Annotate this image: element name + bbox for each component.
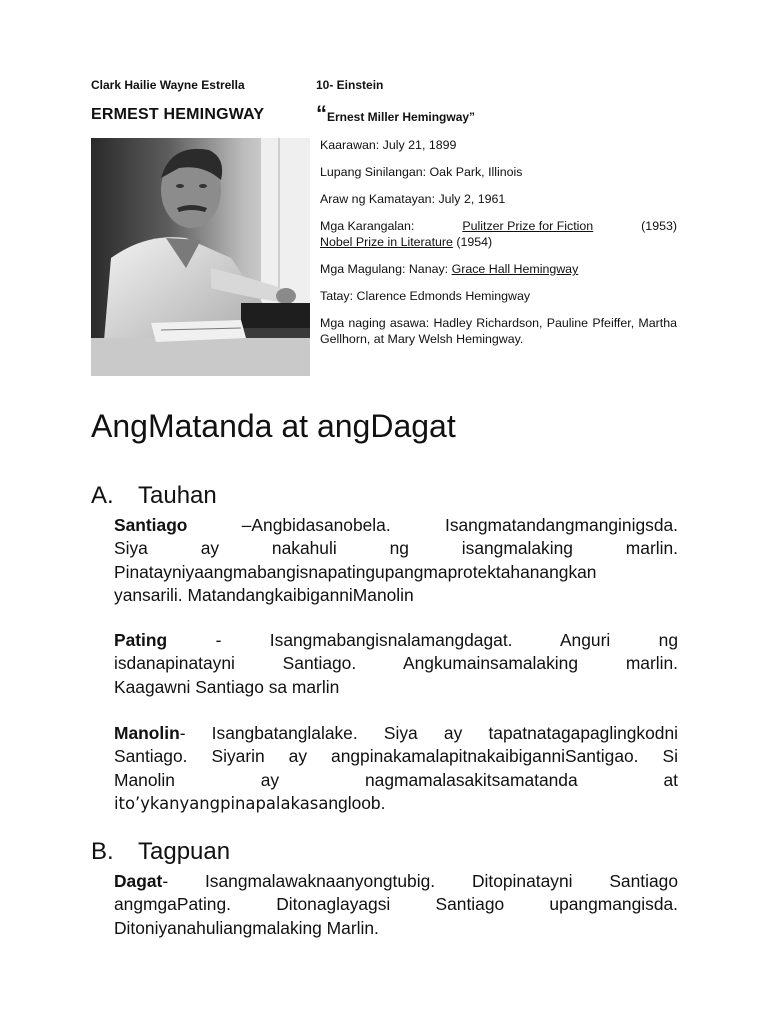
manolin-line-1 bbox=[114, 722, 678, 745]
death-date: Araw ng Kamatayan: July 2, 1961 bbox=[320, 192, 506, 206]
manolin-line-3: Manolin ay nagmamalasakitsamatanda at bbox=[114, 769, 678, 790]
manolin-line-4b: ngloob. bbox=[328, 792, 386, 813]
dagat-name: Dagat bbox=[114, 871, 163, 891]
dagat-line-2: angmgaPating. Ditonaglayagsi Santiago upangmangisda. bbox=[114, 894, 678, 915]
award-nobel-year: (1954) bbox=[452, 235, 493, 249]
parents-prefix: Mga Magulang: Nanay: bbox=[320, 262, 452, 276]
class-section: 10- Einstein bbox=[316, 78, 384, 92]
portrait-photo bbox=[91, 138, 310, 376]
pating-name: Pating bbox=[114, 630, 168, 650]
section-a-heading bbox=[91, 482, 217, 510]
full-name: Ernest Miller Hemingway” bbox=[327, 110, 476, 124]
setting-dagat bbox=[114, 870, 678, 940]
character-manolin bbox=[114, 722, 678, 815]
mother-link[interactable]: Grace Hall Hemingway bbox=[451, 262, 579, 276]
manolin-line-4 bbox=[114, 792, 678, 815]
santiago-name: Santiago bbox=[114, 515, 188, 535]
section-a-number: A. bbox=[91, 482, 114, 509]
character-pating bbox=[114, 629, 678, 699]
parents-mother bbox=[320, 261, 677, 277]
spouses: Mga naging asawa: Hadley Richardson, Pauline Pfeiffer, Martha Gellhorn, at Mary Welsh Hemingway. bbox=[320, 316, 677, 346]
santiago-line-4: yansarili. MatandangkaibiganniManolin bbox=[114, 584, 414, 605]
awards-line-2 bbox=[320, 234, 677, 250]
manolin-name: Manolin bbox=[114, 723, 180, 743]
manolin-desc-1: - Isangbatanglalake. Siya ay tapatnatagapaglingkodni bbox=[179, 723, 678, 743]
santiago-line-2: Siya ay nakahuli ng isangmalaking marlin. bbox=[114, 538, 678, 559]
pating-line-2: isdanapinatayni Santiago. Angkumainsamalaking marlin. bbox=[114, 653, 678, 674]
story-title: AngMatanda at angDagat bbox=[91, 408, 456, 444]
pating-desc-1: - Isangmabangisnalamangdagat. Anguri ng bbox=[167, 630, 678, 650]
dagat-desc-1: - Isangmalawaknaanyongtubig. Ditopinatayni Santiago bbox=[162, 871, 678, 891]
awards bbox=[320, 218, 677, 250]
awards-prefix: Mga Karangalan: bbox=[320, 219, 415, 233]
section-b-label: Tagpuan bbox=[138, 838, 231, 865]
section-b-number: B. bbox=[91, 838, 114, 865]
section-b-heading bbox=[91, 838, 230, 866]
santiago-desc-1: –Angbidasanobela. Isangmatandangmanginigsda. bbox=[187, 515, 678, 535]
portrait-photo-icon bbox=[91, 138, 310, 376]
manolin-line-2: Santiago. Siyarin ay angpinakamalapitnakaibiganniSantigao. Si bbox=[114, 746, 678, 767]
dagat-line-1 bbox=[114, 870, 678, 893]
dagat-line-3: Ditoniyanahuliangmalaking Marlin. bbox=[114, 917, 379, 938]
subject-heading: ERMEST HEMINGWAY bbox=[91, 106, 265, 123]
award-nobel-link[interactable]: Nobel Prize in Literature bbox=[320, 235, 453, 249]
santiago-line-3: Pinatayniyaangmabangisnapatingupangmaprotektahanangkan bbox=[114, 561, 597, 582]
santiago-line-1 bbox=[114, 514, 678, 537]
father: Tatay: Clarence Edmonds Hemingway bbox=[320, 289, 531, 303]
manolin-line-4a: ito’ykanyangpinapalakasa bbox=[114, 793, 329, 813]
birth-date: Kaarawan: July 21, 1899 bbox=[320, 138, 457, 152]
award-pulitzer-link[interactable]: Pulitzer Prize for Fiction bbox=[462, 219, 594, 233]
awards-line-1 bbox=[320, 218, 677, 234]
open-quote-mark: “ bbox=[316, 101, 327, 126]
author-name: Clark Hailie Wayne Estrella bbox=[91, 78, 245, 92]
pating-line-1 bbox=[114, 629, 678, 652]
birthplace: Lupang Sinilangan: Oak Park, Illinois bbox=[320, 165, 523, 179]
award-pulitzer-year: (1953) bbox=[641, 219, 677, 233]
pating-line-3: Kaagawni Santiago sa marlin bbox=[114, 676, 340, 697]
full-name-quote bbox=[316, 103, 475, 126]
character-santiago bbox=[114, 514, 678, 607]
section-a-label: Tauhan bbox=[138, 482, 217, 509]
